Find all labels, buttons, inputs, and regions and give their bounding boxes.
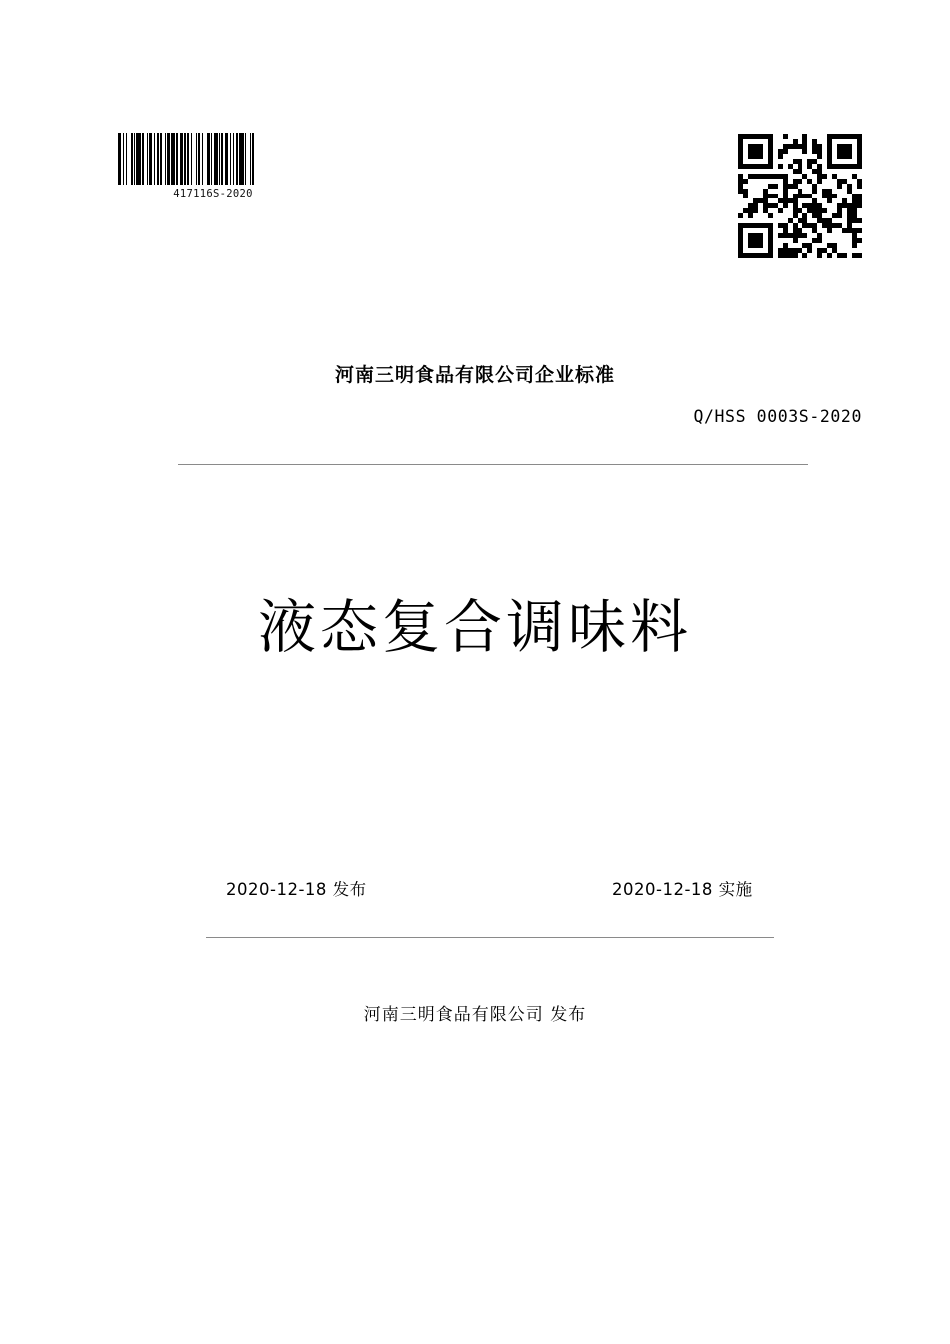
page-title: 液态复合调味料 — [257, 593, 692, 661]
divider-top — [178, 464, 808, 465]
barcode-block — [118, 133, 308, 200]
publisher-line: 河南三明食品有限公司 发布 — [363, 1005, 587, 1025]
effective-date: 2020-12-18 实施 — [612, 880, 753, 899]
barcode-icon — [118, 133, 308, 185]
barcode-label: 417116S-2020 — [173, 188, 253, 200]
date-row — [0, 876, 950, 902]
standard-number: Q/HSS 0003S-2020 — [693, 407, 862, 426]
org-standard-title: 河南三明食品有限公司企业标准 — [334, 364, 615, 386]
issue-date: 2020-12-18 发布 — [226, 880, 367, 899]
divider-bottom — [206, 937, 774, 938]
qr-code-block — [738, 134, 862, 258]
qr-code-icon — [738, 134, 862, 258]
